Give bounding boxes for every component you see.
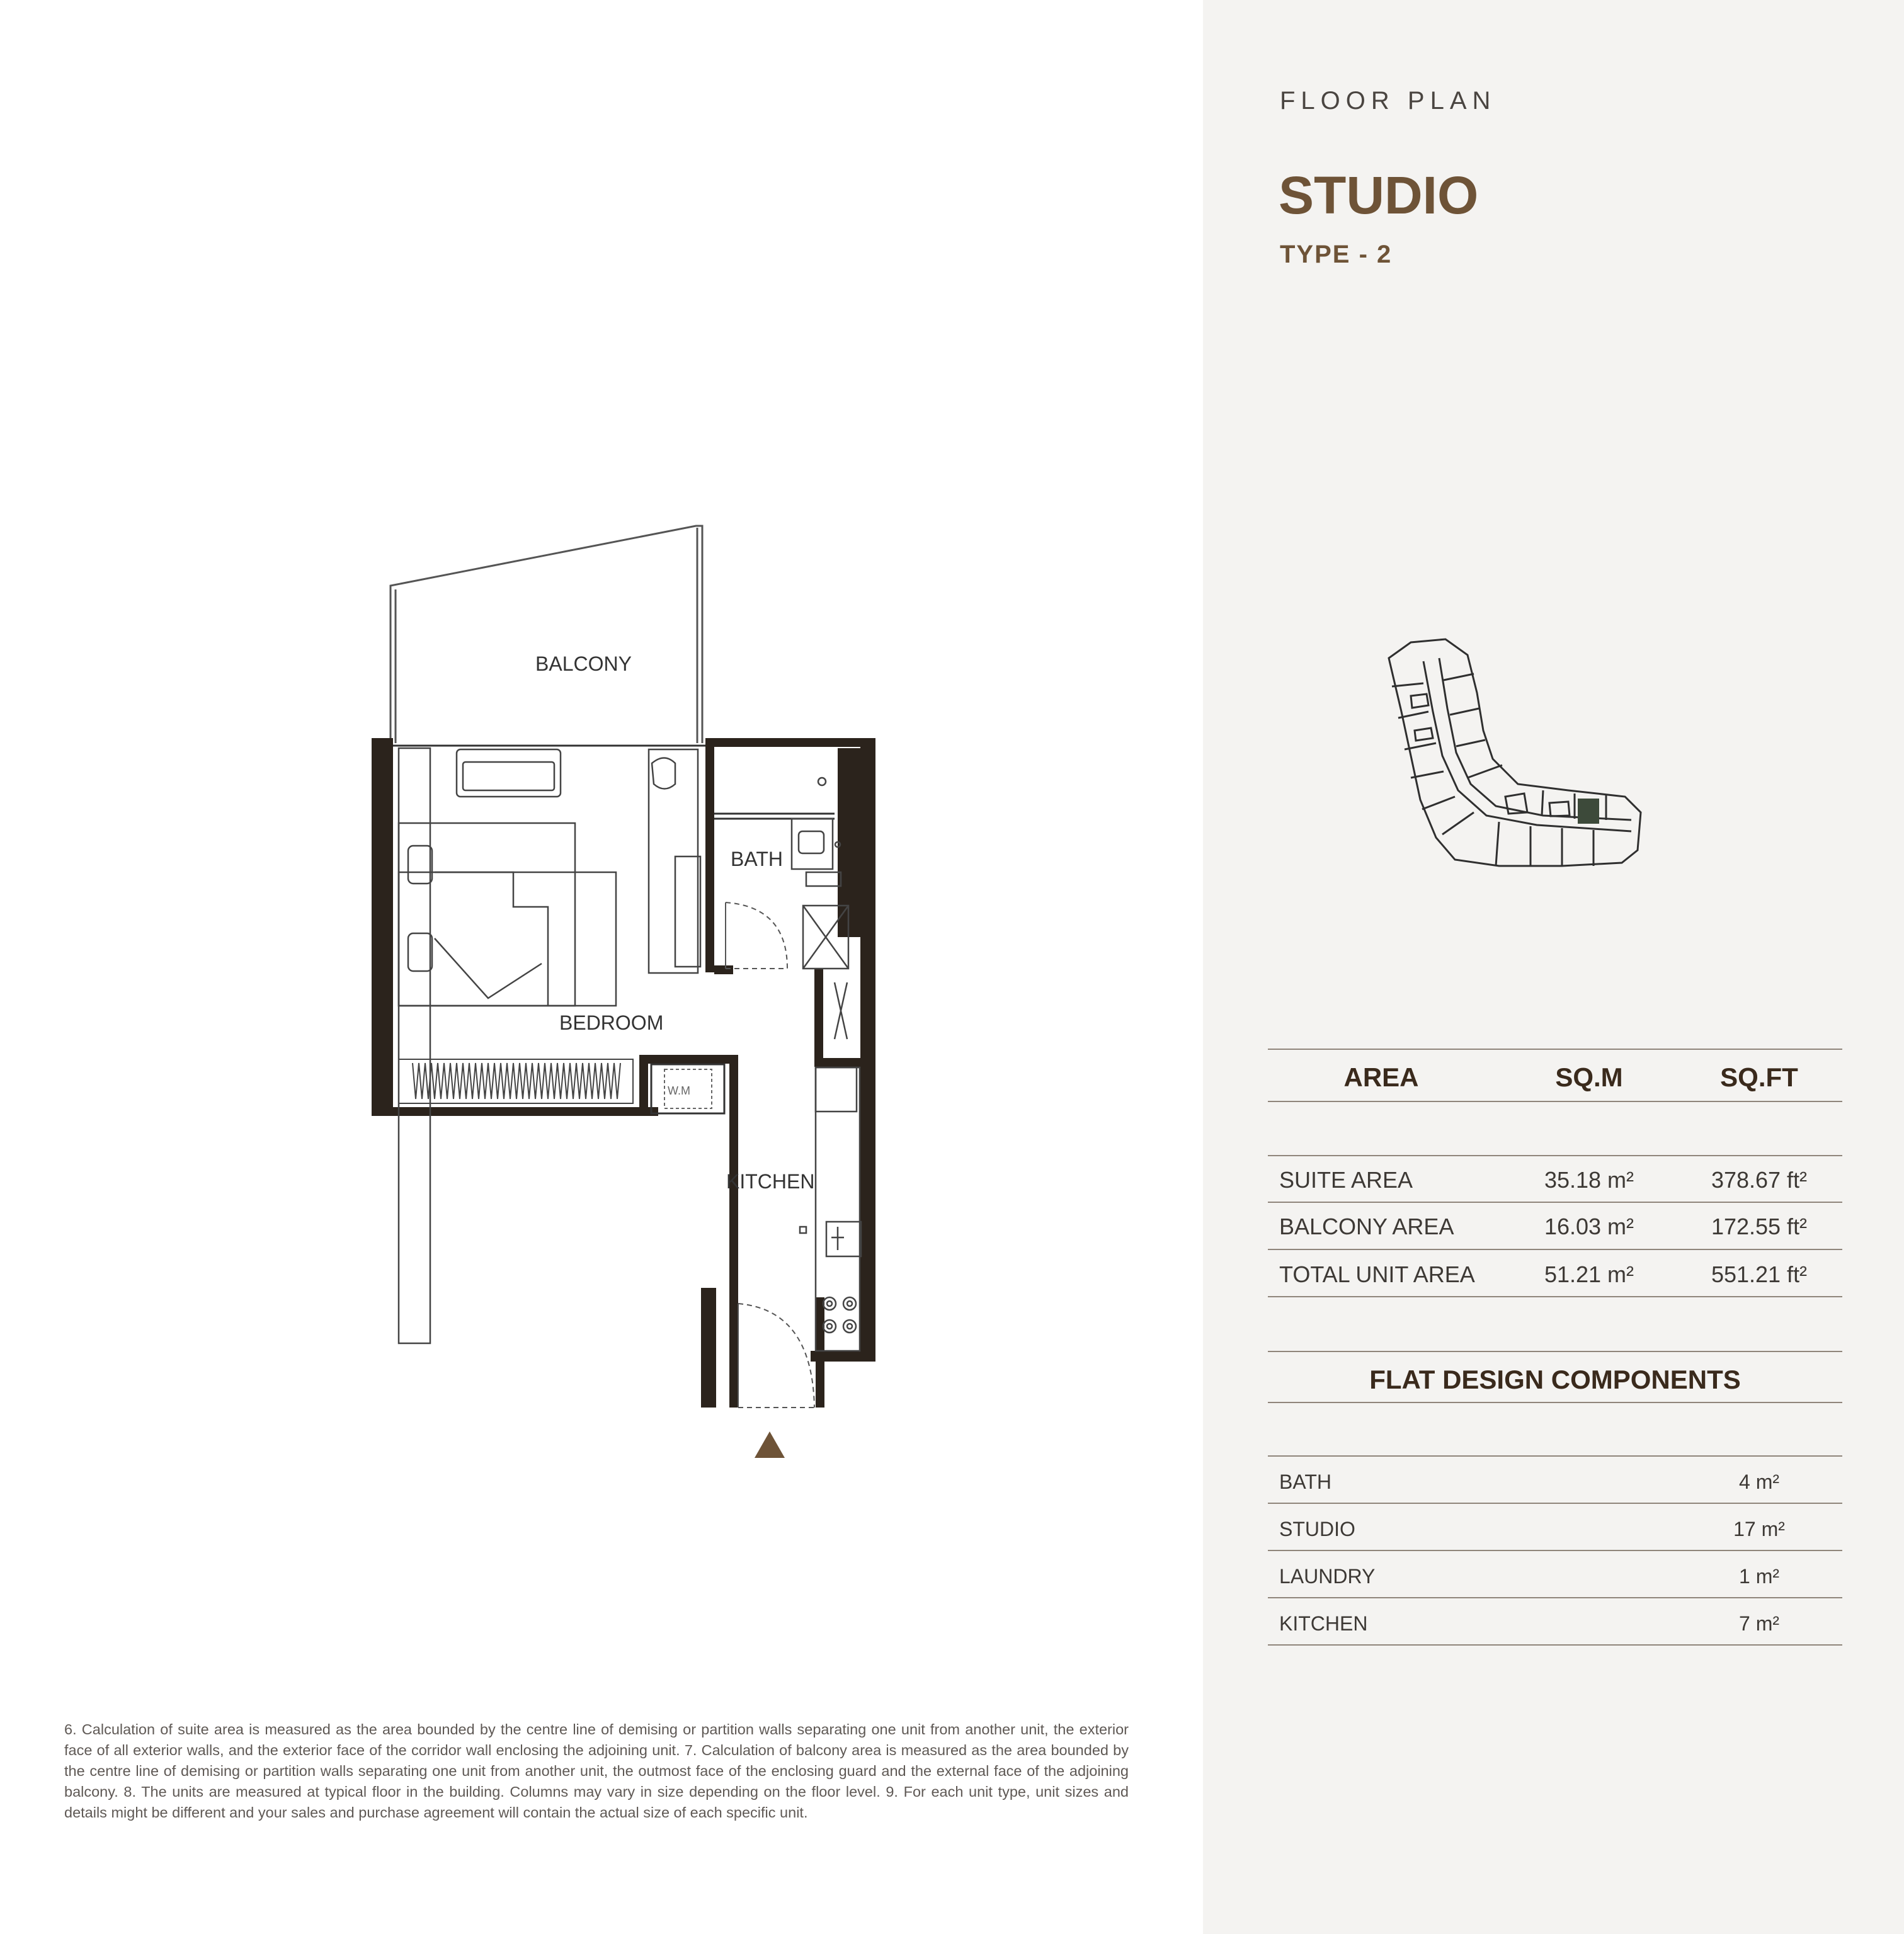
table-rule <box>1268 1351 1842 1352</box>
balcony-label: BALCONY <box>535 652 632 675</box>
table-rule <box>1268 1049 1842 1050</box>
area-table <box>1268 1049 1842 1300</box>
sqm-column-header: SQ.M <box>1555 1062 1623 1092</box>
total-area-sqft: 551.21 ft² <box>1711 1261 1808 1287</box>
components-table <box>1268 1351 1842 1647</box>
walls <box>372 738 875 1408</box>
table-rule <box>1268 1402 1842 1403</box>
wardrobe <box>399 1059 633 1103</box>
balcony-area-sqft: 172.55 ft² <box>1711 1214 1808 1239</box>
component-label: LAUNDRY <box>1279 1565 1376 1588</box>
component-label: STUDIO <box>1279 1518 1355 1540</box>
unit-type: TYPE - 2 <box>1280 241 1393 268</box>
table-rule <box>1268 1249 1842 1250</box>
component-label: BATH <box>1279 1470 1331 1493</box>
table-rule <box>1268 1550 1842 1551</box>
bath-door <box>726 902 787 969</box>
table-rule <box>1268 1101 1842 1102</box>
interior-lines <box>393 746 835 1113</box>
balcony-outline <box>390 526 702 743</box>
component-value: 4 m² <box>1739 1470 1779 1493</box>
balcony-area-sqm: 16.03 m² <box>1544 1214 1634 1239</box>
component-value: 7 m² <box>1739 1612 1779 1635</box>
table-rule <box>1268 1503 1842 1504</box>
section-label: FLOOR PLAN <box>1280 87 1496 115</box>
total-area-sqm: 51.21 m² <box>1544 1261 1634 1287</box>
floor-plan <box>353 504 907 1486</box>
highlighted-unit <box>1578 799 1599 824</box>
washing-machine-label: W.M <box>668 1084 690 1097</box>
building-key-plan <box>1373 623 1688 938</box>
balcony-area-label: BALCONY AREA <box>1279 1214 1454 1239</box>
component-value: 17 m² <box>1733 1518 1785 1540</box>
entrance-arrow-icon <box>755 1431 785 1458</box>
table-rule <box>1268 1296 1842 1297</box>
entrance-door <box>738 1304 814 1408</box>
bath-label: BATH <box>731 848 783 870</box>
total-area-label: TOTAL UNIT AREA <box>1279 1261 1475 1287</box>
component-value: 1 m² <box>1739 1565 1779 1588</box>
bedroom-furniture <box>399 748 700 1343</box>
table-rule <box>1268 1597 1842 1598</box>
suite-area-sqft: 378.67 ft² <box>1711 1167 1808 1193</box>
kitchen-label: KITCHEN <box>726 1170 815 1193</box>
sqft-column-header: SQ.FT <box>1720 1062 1798 1092</box>
suite-area-sqm: 35.18 m² <box>1544 1167 1634 1193</box>
bedroom-label: BEDROOM <box>559 1011 664 1034</box>
components-title: FLAT DESIGN COMPONENTS <box>1369 1365 1741 1394</box>
table-rule <box>1268 1644 1842 1646</box>
table-rule <box>1268 1202 1842 1203</box>
kitchen-counter <box>800 982 861 1351</box>
unit-title: STUDIO <box>1279 166 1479 225</box>
component-label: KITCHEN <box>1279 1612 1368 1635</box>
suite-area-label: SUITE AREA <box>1279 1167 1413 1193</box>
footnote: 6. Calculation of suite area is measured as the area bounded by the centre line of demising or partition walls separating one unit from another unit, the exterior face of all exterior walls, and the exterior face of the corridor wall enclosing the adjoining unit. 7. Calculation of balcony area is measured as the area bounded by the centre line of demising or partition walls separating one unit from another unit, the outmost face of the enclosing guard and the external face of the adjoining balcony. 8. The units are measured at typical floor in the building. Columns may vary in size depending on the floor level. 9. For each unit type, unit sizes and details might be different and your sales and purchase agreement will contain the actual size of each specific unit. <box>64 1721 1129 1821</box>
table-rule <box>1268 1155 1842 1156</box>
table-rule <box>1268 1455 1842 1457</box>
area-column-header: AREA <box>1343 1062 1419 1092</box>
